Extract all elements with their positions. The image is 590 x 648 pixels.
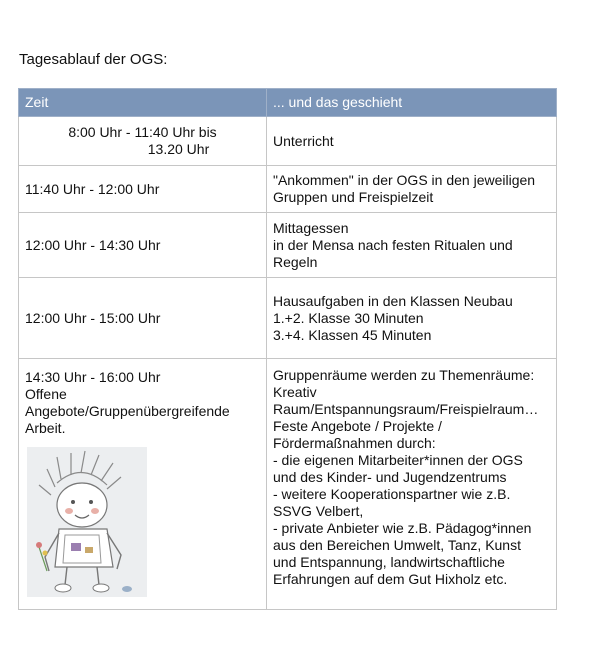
activity-line: - die eigenen Mitarbeiter*innen der OGS	[273, 452, 523, 468]
activity-line: Raum/Entspannungsraum/Freispielraum…	[273, 401, 539, 417]
time-cell	[19, 213, 267, 278]
time-line: 12:00 Uhr - 15:00 Uhr	[25, 309, 161, 326]
table-header-row	[19, 89, 557, 117]
activity-line: SSVG Velbert,	[273, 503, 364, 519]
table-row	[19, 166, 557, 213]
table-row	[19, 213, 557, 278]
activity-line: Unterricht	[273, 132, 334, 149]
activity-cell	[267, 117, 557, 166]
activity-cell	[267, 359, 557, 610]
time-line: 8:00 Uhr - 11:40 Uhr bis	[68, 124, 217, 140]
table-row	[19, 359, 557, 610]
time-line: Arbeit.	[25, 420, 66, 436]
time-cell	[19, 117, 267, 166]
time-line: 14:30 Uhr - 16:00 Uhr	[25, 369, 161, 385]
activity-line: Kreativ	[273, 384, 317, 400]
activity-cell	[267, 166, 557, 213]
activity-line: und des Kinder- und Jugendzentrums	[273, 469, 507, 485]
activity-line: - private Anbieter wie z.B. Pädagog*innen	[273, 520, 532, 536]
activity-line: Mittagessen	[273, 219, 349, 236]
activity-line: aus den Bereichen Umwelt, Tanz, Kunst	[273, 537, 521, 553]
activity-line: Gruppenräume werden zu Themenräume:	[273, 367, 535, 383]
child-illustration	[27, 447, 147, 597]
activity-line: "Ankommen" in der OGS in den jeweiligen	[273, 172, 536, 188]
activity-line: in der Mensa nach festen Ritualen und	[273, 236, 513, 253]
table-row	[19, 117, 557, 166]
header-time: Zeit	[19, 89, 267, 117]
time-line: Angebote/Gruppenübergreifende	[25, 403, 230, 419]
document-title: Tagesablauf der OGS:	[19, 51, 168, 68]
activity-cell	[267, 213, 557, 278]
time-cell	[19, 278, 267, 359]
table-row	[19, 278, 557, 359]
schedule-table	[18, 88, 557, 610]
time-line: 12:00 Uhr - 14:30 Uhr	[25, 236, 161, 253]
activity-line: Hausaufgaben in den Klassen Neubau	[273, 292, 513, 309]
time-cell	[19, 166, 267, 213]
activity-line: Gruppen und Freispielzeit	[273, 189, 434, 205]
activity-line: 1.+2. Klasse 30 Minuten	[273, 309, 424, 326]
activity-line: Feste Angebote / Projekte /	[273, 418, 442, 434]
activity-line: und Entspannung, landwirtschaftliche	[273, 554, 505, 570]
activity-line: Erfahrungen auf dem Gut Hixholz etc.	[273, 571, 508, 587]
header-activity: ... und das geschieht	[267, 89, 557, 117]
time-cell	[19, 359, 267, 610]
activity-line: 3.+4. Klassen 45 Minuten	[273, 326, 432, 343]
activity-cell	[267, 278, 557, 359]
activity-line: - weitere Kooperationspartner wie z.B.	[273, 486, 511, 502]
activity-line: Fördermaßnahmen durch:	[273, 435, 436, 451]
time-line: 11:40 Uhr - 12:00 Uhr	[25, 180, 160, 197]
activity-line: Regeln	[273, 253, 318, 270]
time-line: 13.20 Uhr	[147, 141, 210, 157]
time-line: Offene	[25, 386, 67, 402]
